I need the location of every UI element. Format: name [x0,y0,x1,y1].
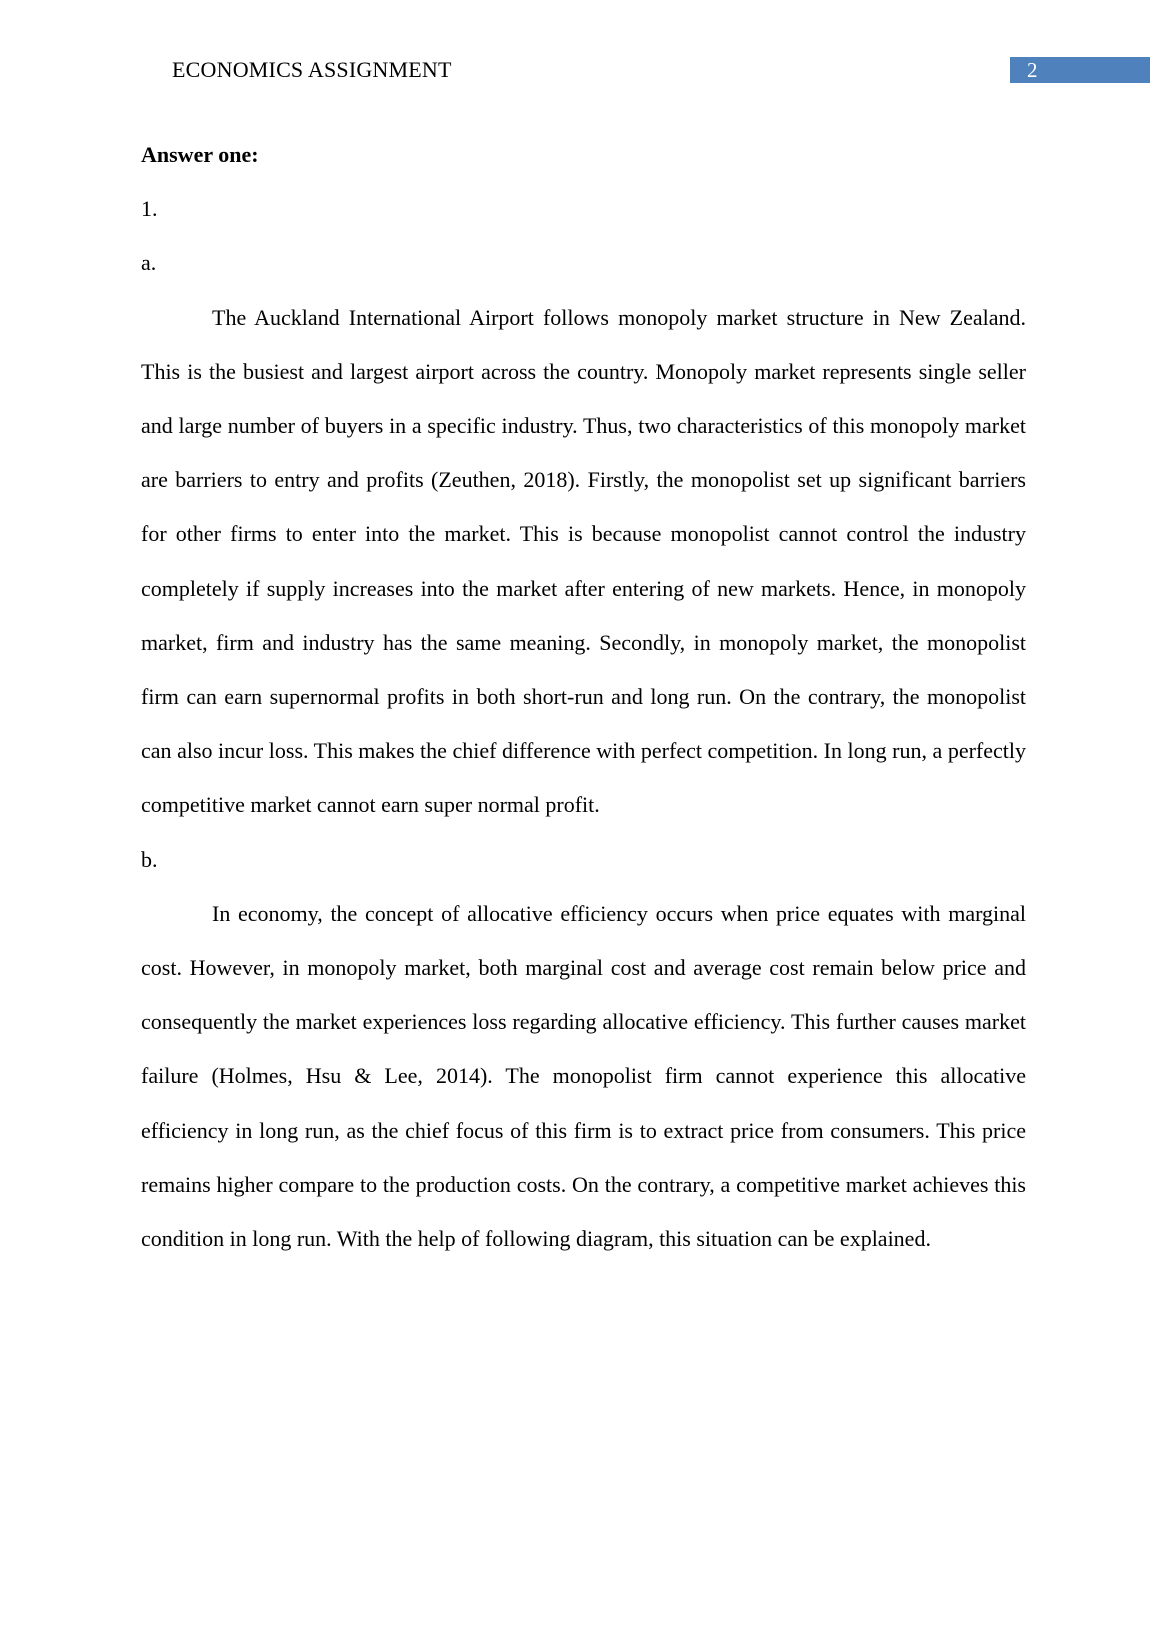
part-a-paragraph: The Auckland International Airport follows monopoly market structure in New Zealand. This is the busiest and largest airport across the country. Monopoly market represents single seller and large number of buyers in a specific industry. Thus, two characteristics of this monopoly market are barriers to entry and profits (Zeuthen, 2018). Firstly, the monopolist set up significant barriers for other firms to enter into the market. This is because monopolist cannot control the industry completely if supply increases into the market after entering of new markets. Hence, in monopoly market, firm and industry has the same meaning. Secondly, in monopoly market, the monopolist firm can earn supernormal profits in both short-run and long run. On the contrary, the monopolist can also incur loss. This makes the chief difference with perfect competition. In long run, a perfectly competitive market cannot earn super normal profit. [141,304,1026,818]
part-b-paragraph: In economy, the concept of allocative efficiency occurs when price equates with marginal cost. However, in monopoly market, both marginal cost and average cost remain below price and consequently the market experiences loss regarding allocative efficiency. This further causes market failure (Holmes, Hsu & Lee, 2014). The monopolist firm cannot experience this allocative efficiency in long run, as the chief focus of this firm is to extract price from consumers. This price remains higher compare to the production costs. On the contrary, a competitive market achieves this condition in long run. With the help of following diagram, this situation can be explained. [141,900,1026,1252]
answer-heading: Answer one: [141,142,259,167]
running-head: ECONOMICS ASSIGNMENT [172,57,452,82]
page-number: 2 [1010,57,1150,83]
part-a-label: a. [141,250,157,276]
part-b-label: b. [141,846,158,872]
question-number: 1. [141,196,158,222]
body-text [141,128,1026,1266]
